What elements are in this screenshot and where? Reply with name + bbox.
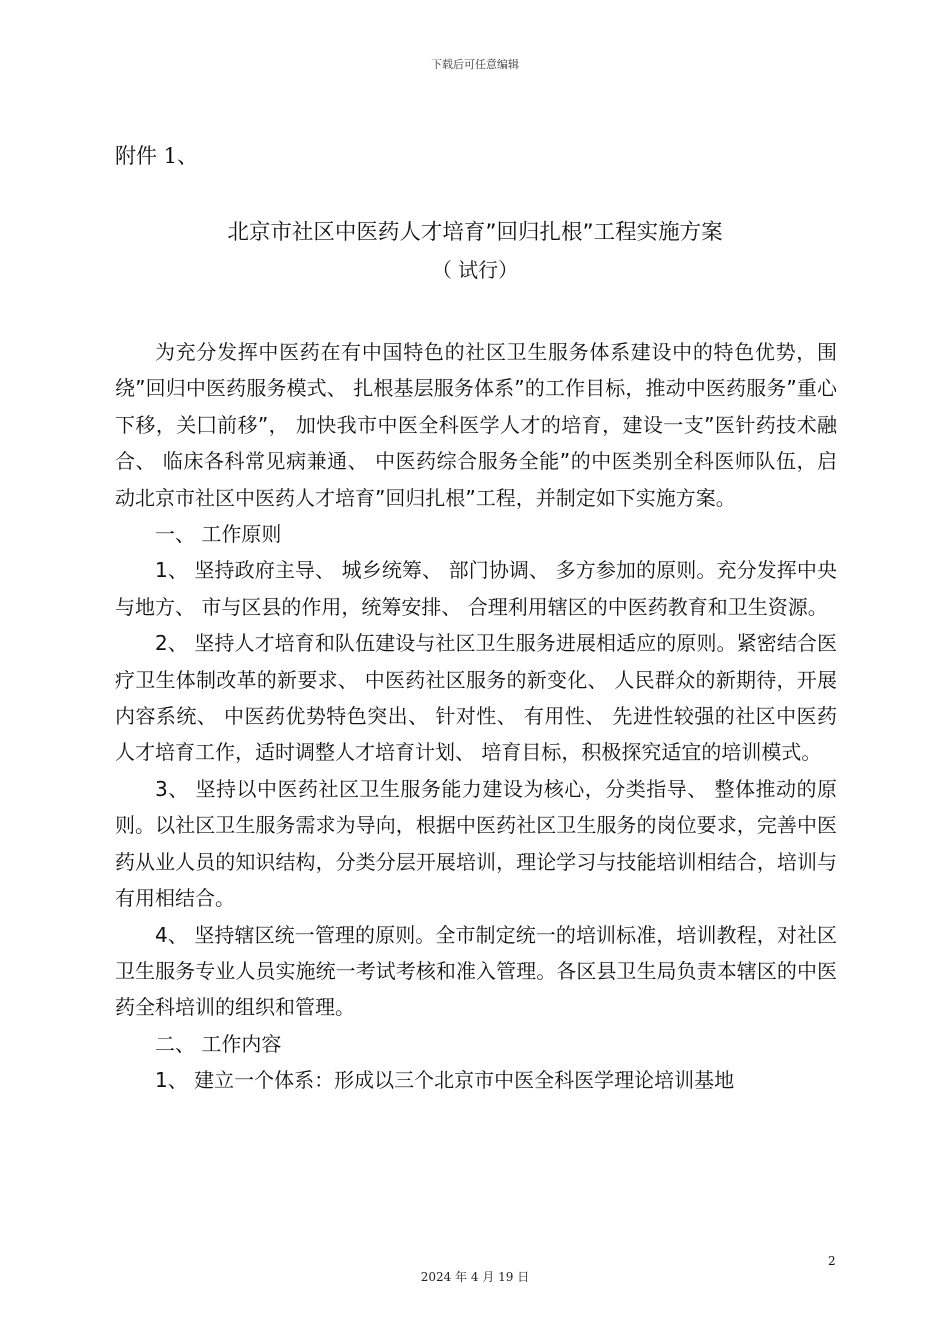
attachment-label: 附件 1、 — [115, 144, 199, 168]
section-heading-principles: 一、 工作原则 — [155, 522, 282, 547]
document-subtitle: （ 试行） — [431, 258, 519, 282]
document-title: 北京市社区中医药人才培育”回归扎根”工程实施方案 — [227, 220, 723, 245]
document-body — [115, 334, 837, 1099]
section-heading-content: 二、 工作内容 — [155, 1031, 282, 1056]
intro-paragraph: 为充分发挥中医药在有中国特色的社区卫生服务体系建设中的特色优势，围绕”回归中医药服务模式、 扎根基层服务体系”的工作目标，推动中医药服务”重心下移，关囗前移”， 加快我市中医全科医学人才的培育，建设一支”医针药技术融合、 临床各科常见病兼通、 中医药综合服务全能”的中医类别全科医师队伍，启动北京市社区中医药人才培育”回归扎根”工程，并制定如下实施方案。 — [115, 340, 837, 510]
principle-paragraph-3: 3、 坚持以中医药社区卫生服务能力建设为核心，分类指导、 整体推动的原则。以社区卫生服务需求为导向，根据中医药社区卫生服务的岗位要求，完善中医药从业人员的知识结构，分类分层开展培训，理论学习与技能培训相结合，培训与有用相结合。 — [115, 776, 837, 911]
page-number: 2 — [828, 1254, 836, 1268]
principle-paragraph-2: 2、 坚持人才培育和队伍建设与社区卫生服务进展相适应的原则。紧密结合医疗卫生体制改革的新要求、 中医药社区服务的新变化、 人民群众的新期待，开展内容系统、 中医药优势特色突出、 针对性、 有用性、 先进性较强的社区中医药人才培育工作，适时调整人才培育计划、 培育目标，积极探究适宜的培训模式。 — [115, 631, 837, 765]
page-header: 下载后可任意编辑 — [431, 58, 519, 71]
principle-paragraph-4: 4、 坚持辖区统一管理的原则。全市制定统一的培训标准，培训教程，对社区卫生服务专业人员实施统一考试考核和准入管理。各区县卫生局负责本辖区的中医药全科培训的组织和管理。 — [115, 922, 837, 1020]
content-paragraph-1: 1、 建立一个体系：形成以三个北京市中医全科医学理论培训基地 — [155, 1068, 735, 1093]
principle-paragraph-1: 1、 坚持政府主导、 城乡统筹、 部门协调、 多方参加的原则。充分发挥中央与地方、 市与区县的作用，统筹安排、 合理利用辖区的中医药教育和卫生资源。 — [115, 558, 837, 619]
page-footer-date: 2024 年 4 月 19 日 — [420, 1270, 530, 1284]
